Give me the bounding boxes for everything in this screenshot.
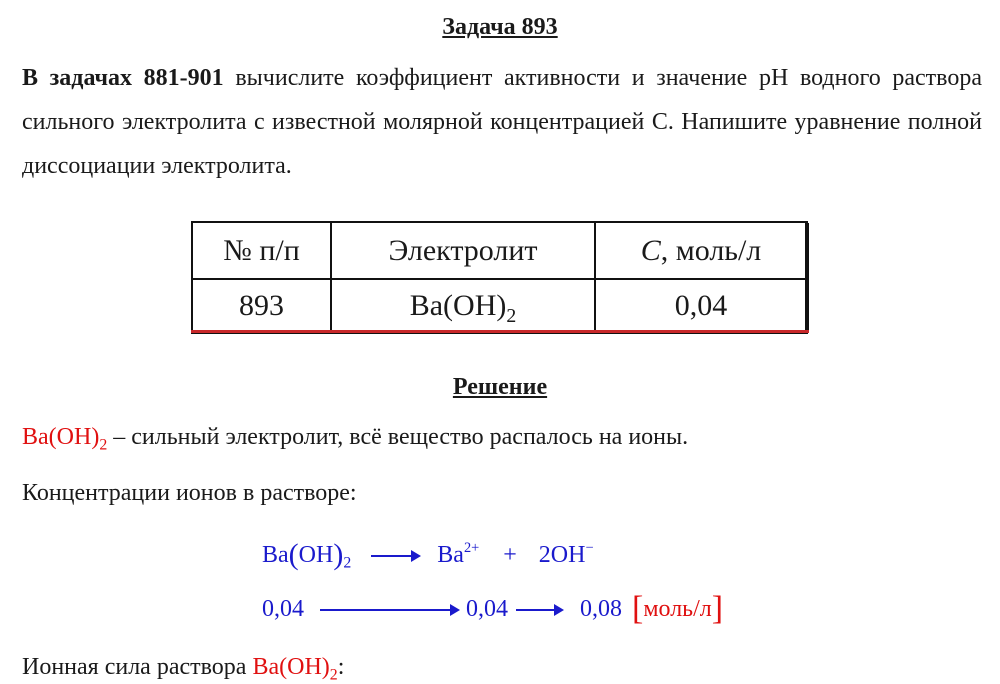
eq-paren-close: ) — [333, 538, 344, 571]
eq-product1: Ba — [437, 542, 464, 568]
cell-num: 893 — [192, 279, 331, 333]
line1-text: – сильный электролит, всё вещество распалось на ионы. — [107, 424, 689, 450]
line1-formula-sub: 2 — [99, 436, 108, 454]
line3-formula-sub: 2 — [329, 666, 338, 684]
header-num: № п/п — [192, 222, 331, 279]
cell-electrolyte — [331, 279, 595, 333]
solution-line-2: Концентрации ионов в растворе: — [22, 480, 357, 506]
table-underline — [191, 330, 809, 333]
line3-tail: : — [337, 654, 345, 680]
eq-product2: 2OH — [538, 542, 586, 568]
solution-line-1 — [22, 424, 689, 454]
conc-ba: 0,04 — [466, 596, 508, 622]
data-table — [191, 221, 808, 334]
eq-product1-charge: 2+ — [463, 539, 480, 556]
eq-arrow-icon — [371, 555, 419, 557]
conc-unit-group — [632, 590, 724, 627]
conc-oh: 0,08 — [580, 596, 622, 622]
eq-reactant-group: OH — [298, 542, 334, 568]
header-electrolyte: Электролит — [331, 222, 595, 279]
unit-bracket-close: ] — [711, 590, 724, 627]
cell-concentration: 0,04 — [595, 279, 807, 333]
line1-formula-base: Ba(OH) — [22, 424, 100, 450]
task-title: Задача 893 — [442, 14, 558, 40]
table-header-row — [192, 222, 807, 279]
task-statement — [22, 56, 982, 188]
cell-formula-base: Ba(OH) — [409, 289, 507, 322]
header-concentration — [595, 222, 807, 279]
line3-formula-base: Ba(OH) — [252, 654, 330, 680]
task-intro-text: вычислите коэффициент активности и значение pH водного раствора сильного электролита с известной молярной концентрацией C. Напишите уравнение полной диссоциации электролита. — [22, 65, 982, 179]
conc-arrow-icon-1 — [320, 609, 458, 611]
eq-plus: + — [503, 542, 517, 568]
eq-paren-open: ( — [288, 538, 299, 571]
line3-formula — [252, 654, 338, 684]
solution-title: Решение — [452, 374, 548, 400]
task-intro-bold: В задачах 881-901 — [22, 65, 224, 91]
eq-reactant: Ba — [262, 542, 289, 568]
table-shadow — [805, 223, 809, 331]
cell-formula-sub: 2 — [506, 304, 517, 327]
line1-formula — [22, 424, 108, 454]
line3-text: Ионная сила раствора — [22, 654, 253, 680]
dissociation-equation — [262, 538, 594, 572]
eq-product2-charge: − — [585, 539, 594, 556]
unit-bracket-open: [ — [632, 590, 644, 627]
concentration-line — [262, 590, 723, 628]
eq-reactant-sub: 2 — [343, 554, 352, 572]
conc-reactant: 0,04 — [262, 596, 304, 622]
table-row — [192, 279, 807, 333]
header-conc-var: C — [640, 233, 661, 267]
conc-arrow-icon-2 — [516, 609, 562, 611]
conc-unit: моль/л — [643, 596, 712, 622]
header-conc-unit: , моль/л — [660, 233, 762, 267]
